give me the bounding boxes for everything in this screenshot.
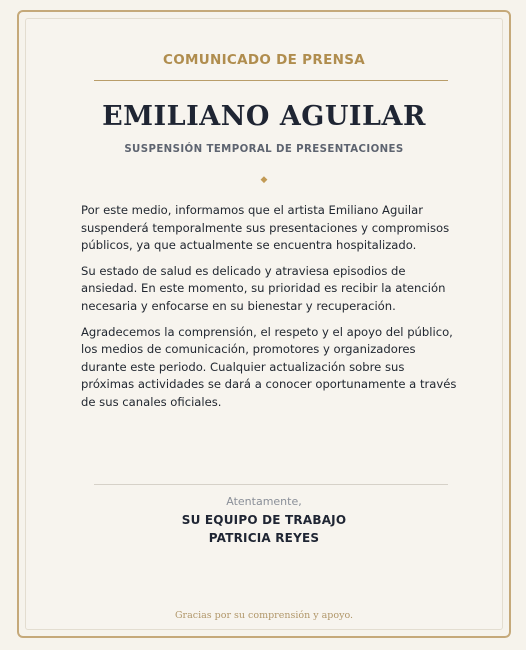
press-release-label: COMUNICADO DE PRENSA xyxy=(163,52,365,68)
announcement-body xyxy=(81,202,461,420)
artist-name-title: EMILIANO AGUILAR xyxy=(102,101,426,132)
footer-note: Gracias por su comprensión y apoyo. xyxy=(174,610,354,621)
signature-name: PATRICIA REYES xyxy=(208,531,320,545)
top-divider xyxy=(94,80,448,81)
body-paragraph-3: Agradecemos la comprensión, el respeto y el apoyo del público, los medios de comunicación, promotores y organizadores durante este periodo. Cualquier actualización sobre sus próximas actividades se dará a conocer oportunamente a través de sus canales oficiales. xyxy=(81,324,457,409)
bottom-divider xyxy=(94,484,448,485)
document-frame xyxy=(17,10,511,638)
closing-salutation: Atentamente, xyxy=(226,495,302,508)
document-inner-border xyxy=(25,18,503,630)
announcement-subtitle: SUSPENSIÓN TEMPORAL DE PRESENTACIONES xyxy=(124,144,404,155)
diamond-ornament-icon: ◆ xyxy=(260,175,268,185)
signature-team: SU EQUIPO DE TRABAJO xyxy=(181,513,347,527)
body-paragraph-2: Su estado de salud es delicado y atraviesa episodios de ansiedad. En este momento, su prioridad es recibir la atención necesaria y enfocarse en su bienestar y recuperación. xyxy=(81,263,446,313)
body-paragraph-1: Por este medio, informamos que el artista Emiliano Aguilar suspenderá temporalmente sus presentaciones y compromisos públicos, ya que actualmente se encuentra hospitalizado. xyxy=(81,203,450,253)
